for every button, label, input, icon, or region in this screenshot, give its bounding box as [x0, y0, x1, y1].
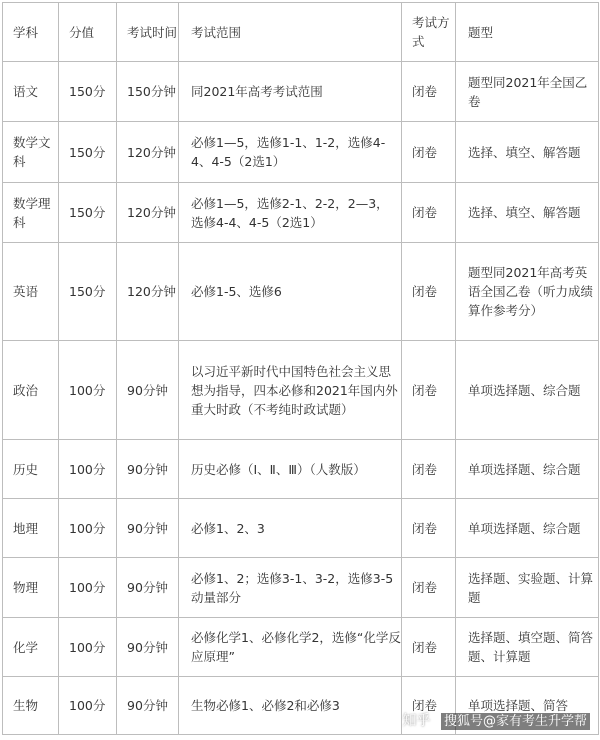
- time-cell: 90分钟: [117, 499, 179, 558]
- table-row: [3, 558, 599, 618]
- scope-cell: 同2021年高考考试范围: [179, 62, 402, 122]
- type-cell: 选择、填空、解答题: [456, 183, 599, 243]
- score-cell: 150分: [59, 243, 117, 341]
- header-cell: 考试时间: [117, 3, 179, 62]
- type-cell: 单项选择题、综合题: [456, 499, 599, 558]
- subject-cell: 政治: [3, 341, 59, 440]
- time-cell: 120分钟: [117, 243, 179, 341]
- score-cell: 150分: [59, 183, 117, 243]
- time-cell: 90分钟: [117, 618, 179, 677]
- time-cell: 90分钟: [117, 440, 179, 499]
- method-cell: 闭卷: [402, 62, 456, 122]
- scope-cell: 必修1—5，选修1-1、1-2，选修4-4、4-5（2选1）: [179, 122, 402, 183]
- subject-cell: 生物: [3, 677, 59, 735]
- table-row: [3, 243, 599, 341]
- scope-cell: 必修1-5、选修6: [179, 243, 402, 341]
- method-cell: 闭卷: [402, 618, 456, 677]
- scope-cell: 必修化学1、必修化学2，选修“化学反应原理”: [179, 618, 402, 677]
- method-cell: 闭卷: [402, 440, 456, 499]
- table-row: [3, 122, 599, 183]
- table-row: [3, 618, 599, 677]
- type-cell: 选择、填空、解答题: [456, 122, 599, 183]
- subject-cell: 历史: [3, 440, 59, 499]
- type-cell: 单项选择题、综合题: [456, 440, 599, 499]
- type-cell: 单项选择题、简答: [456, 677, 599, 735]
- scope-cell: 历史必修（Ⅰ、Ⅱ、Ⅲ）（人教版）: [179, 440, 402, 499]
- subject-cell: 地理: [3, 499, 59, 558]
- method-cell: 闭卷: [402, 499, 456, 558]
- scope-cell: 必修1、2、3: [179, 499, 402, 558]
- time-cell: 90分钟: [117, 558, 179, 618]
- score-cell: 100分: [59, 440, 117, 499]
- table-row: [3, 440, 599, 499]
- subject-cell: 化学: [3, 618, 59, 677]
- scope-cell: 必修1、2；选修3-1、3-2，选修3-5动量部分: [179, 558, 402, 618]
- scope-cell: 生物必修1、必修2和必修3: [179, 677, 402, 735]
- method-cell: 闭卷: [402, 243, 456, 341]
- score-cell: 100分: [59, 499, 117, 558]
- subject-cell: 数学理科: [3, 183, 59, 243]
- score-cell: 150分: [59, 122, 117, 183]
- type-cell: 题型同2021年全国乙卷: [456, 62, 599, 122]
- sohu-watermark: 搜狐号@家有考生升学帮: [441, 713, 590, 730]
- zhihu-watermark: 知乎: [402, 713, 431, 729]
- method-cell: 闭卷: [402, 677, 456, 735]
- table-row: [3, 341, 599, 440]
- header-cell: 题型: [456, 3, 599, 62]
- score-cell: 100分: [59, 677, 117, 735]
- header-cell: 考试方式: [402, 3, 456, 62]
- time-cell: 120分钟: [117, 183, 179, 243]
- header-cell: 考试范围: [179, 3, 402, 62]
- method-cell: 闭卷: [402, 341, 456, 440]
- exam-table: [2, 2, 599, 735]
- time-cell: 90分钟: [117, 677, 179, 735]
- score-cell: 100分: [59, 618, 117, 677]
- scope-cell: 以习近平新时代中国特色社会主义思想为指导，四本必修和2021年国内外重大时政（不考纯时政试题）: [179, 341, 402, 440]
- subject-cell: 数学文科: [3, 122, 59, 183]
- score-cell: 100分: [59, 341, 117, 440]
- table-row: [3, 62, 599, 122]
- subject-cell: 物理: [3, 558, 59, 618]
- method-cell: 闭卷: [402, 183, 456, 243]
- header-row: [3, 3, 599, 62]
- subject-cell: 英语: [3, 243, 59, 341]
- score-cell: 150分: [59, 62, 117, 122]
- time-cell: 120分钟: [117, 122, 179, 183]
- type-cell: 选择题、填空题、简答题、计算题: [456, 618, 599, 677]
- score-cell: 100分: [59, 558, 117, 618]
- table-row: [3, 183, 599, 243]
- time-cell: 90分钟: [117, 341, 179, 440]
- subject-cell: 语文: [3, 62, 59, 122]
- method-cell: 闭卷: [402, 122, 456, 183]
- table-row: [3, 499, 599, 558]
- header-cell: 分值: [59, 3, 117, 62]
- method-cell: 闭卷: [402, 558, 456, 618]
- watermark: [403, 710, 590, 730]
- scope-cell: 必修1—5，选修2-1、2-2，2—3，选修4-4、4-5（2选1）: [179, 183, 402, 243]
- type-cell: 题型同2021年高考英语全国乙卷（听力成绩算作参考分）: [456, 243, 599, 341]
- header-cell: 学科: [3, 3, 59, 62]
- type-cell: 选择题、实验题、计算题: [456, 558, 599, 618]
- type-cell: 单项选择题、综合题: [456, 341, 599, 440]
- time-cell: 150分钟: [117, 62, 179, 122]
